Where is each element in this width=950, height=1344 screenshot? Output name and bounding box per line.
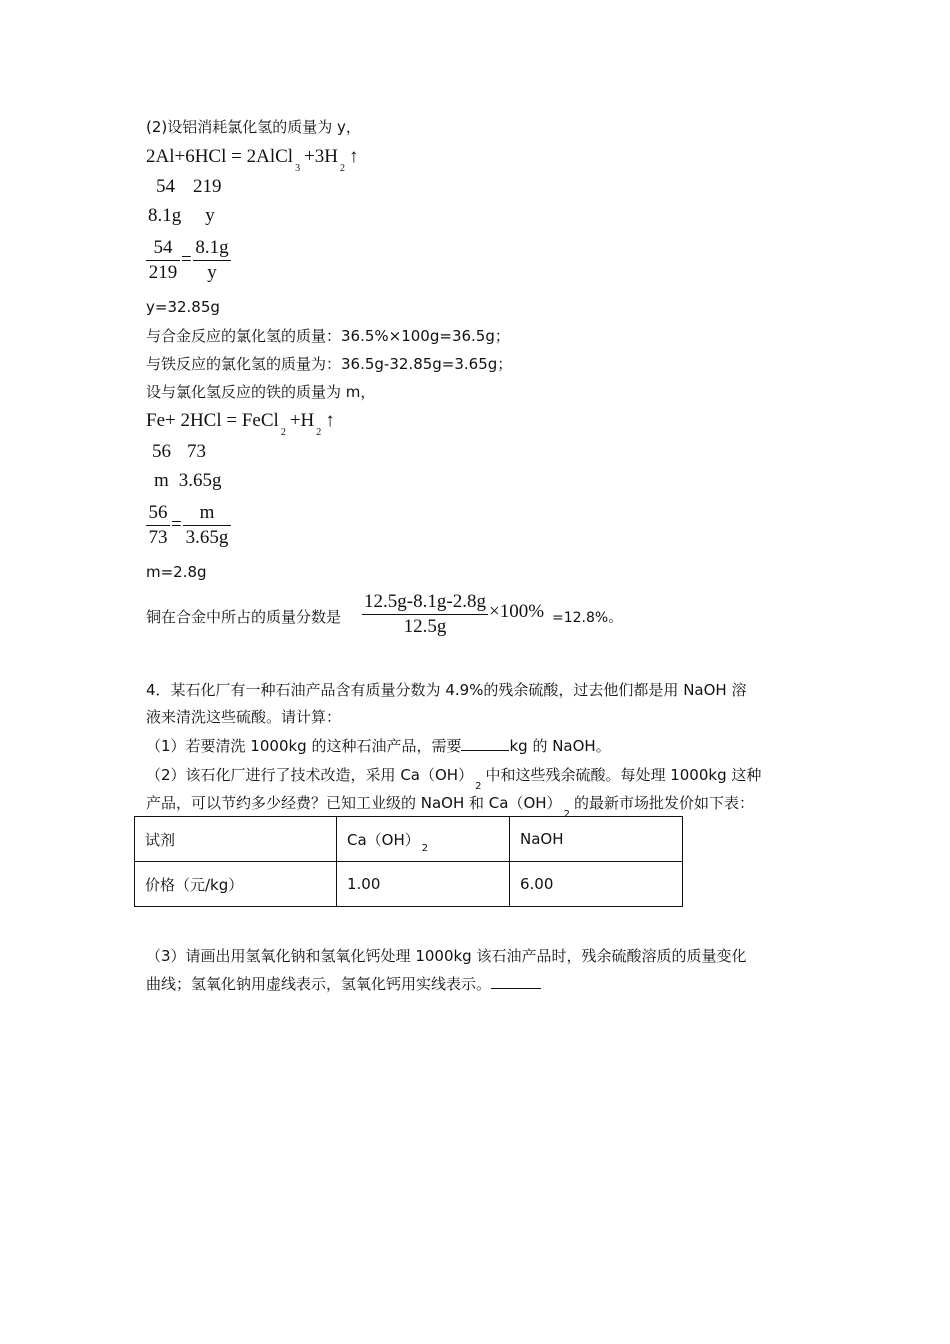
ratio2-row-1: 56 73: [152, 441, 206, 462]
table-cell-price-label: 价格（元/kg）: [135, 862, 337, 907]
m-result: m=2.8g: [146, 563, 207, 581]
answer-blank-1[interactable]: [461, 750, 509, 751]
table-cell-naoh-price: 6.00: [510, 862, 683, 907]
q4-line1: 4．某石化厂有一种石油产品含有质量分数为 4.9%的残余硫酸，过去他们都是用 NaOH 溶: [146, 681, 747, 699]
q4-sub3-line2: 曲线；氢氧化钠用虚线表示，氢氧化钙用实线表示。: [146, 973, 541, 994]
q4-sub2-line2: 产品，可以节约多少经费？已知工业级的 NaOH 和 $Ca(OH)_2$的最新市场批发价如下表：: [146, 794, 754, 820]
set-m-line: 设与氯化氢反应的铁的质量为 m，: [146, 383, 376, 401]
fraction-8.1g-y: 8.1g y: [193, 236, 231, 285]
equation-iron: $Fe+ 2HCl = FeCl_2+H_2↑$: [146, 410, 335, 438]
q4-sub3-line1: （3）请画出用氢氧化钠和氢氧化钙处理 1000kg 该石油产品时，残余硫酸溶质的质量变化: [146, 947, 747, 965]
part2-intro: (2)设铝消耗氯化氢的质量为 y，: [146, 118, 361, 136]
equals-sign: =: [181, 249, 192, 270]
iron-hcl-line: 与铁反应的氯化氢的质量为：36.5g-32.85g=3.65g；: [146, 355, 513, 373]
fraction-56-73: 56 73: [146, 501, 170, 550]
q4-sub1: （1）若要清洗 1000kg 的这种石油产品，需要 kg 的 NaOH。: [146, 737, 611, 755]
table-row: [135, 817, 683, 862]
copper-result: =12.8%。: [552, 610, 623, 626]
total-hcl-line: 与合金反应的氯化氢的质量：36.5%×100g=36.5g；: [146, 327, 510, 345]
times-100-percent: ×100%: [489, 601, 545, 622]
ratio-row-1: 54 219: [156, 176, 222, 197]
q4-sub2-line1: （2）该石化厂进行了技术改造，采用 $Ca(OH)_2$中和这些残余硫酸。每处理 1000kg 这种: [146, 766, 762, 792]
copper-fraction: 12.5g-8.1g-2.8g 12.5g: [362, 590, 488, 639]
copper-prefix: 铜在合金中所占的质量分数是: [146, 608, 342, 626]
q4-line2: 液来清洗这些硫酸。请计算：: [146, 708, 342, 726]
table-header-naoh: NaOH: [510, 817, 683, 862]
answer-blank-3[interactable]: [491, 988, 541, 989]
price-table: [134, 816, 683, 907]
table-header-caoh2: Ca（OH） $_2$: [337, 817, 510, 862]
fraction-54-219: 54 219: [146, 236, 180, 285]
ratio2-row-2: m 3.65g: [154, 470, 222, 491]
fraction-m-3.65g: m 3.65g: [183, 501, 231, 550]
table-row: [135, 862, 683, 907]
table-cell-caoh2-price: 1.00: [337, 862, 510, 907]
ratio-row-2: 8.1g y: [148, 205, 215, 226]
equation-aluminium: $2Al+6HCl = 2AlCl_3+3H_2↑$: [146, 146, 359, 174]
y-result: y=32.85g: [146, 298, 220, 316]
table-header-reagent: 试剂: [135, 817, 337, 862]
equals-sign-2: =: [171, 514, 182, 535]
